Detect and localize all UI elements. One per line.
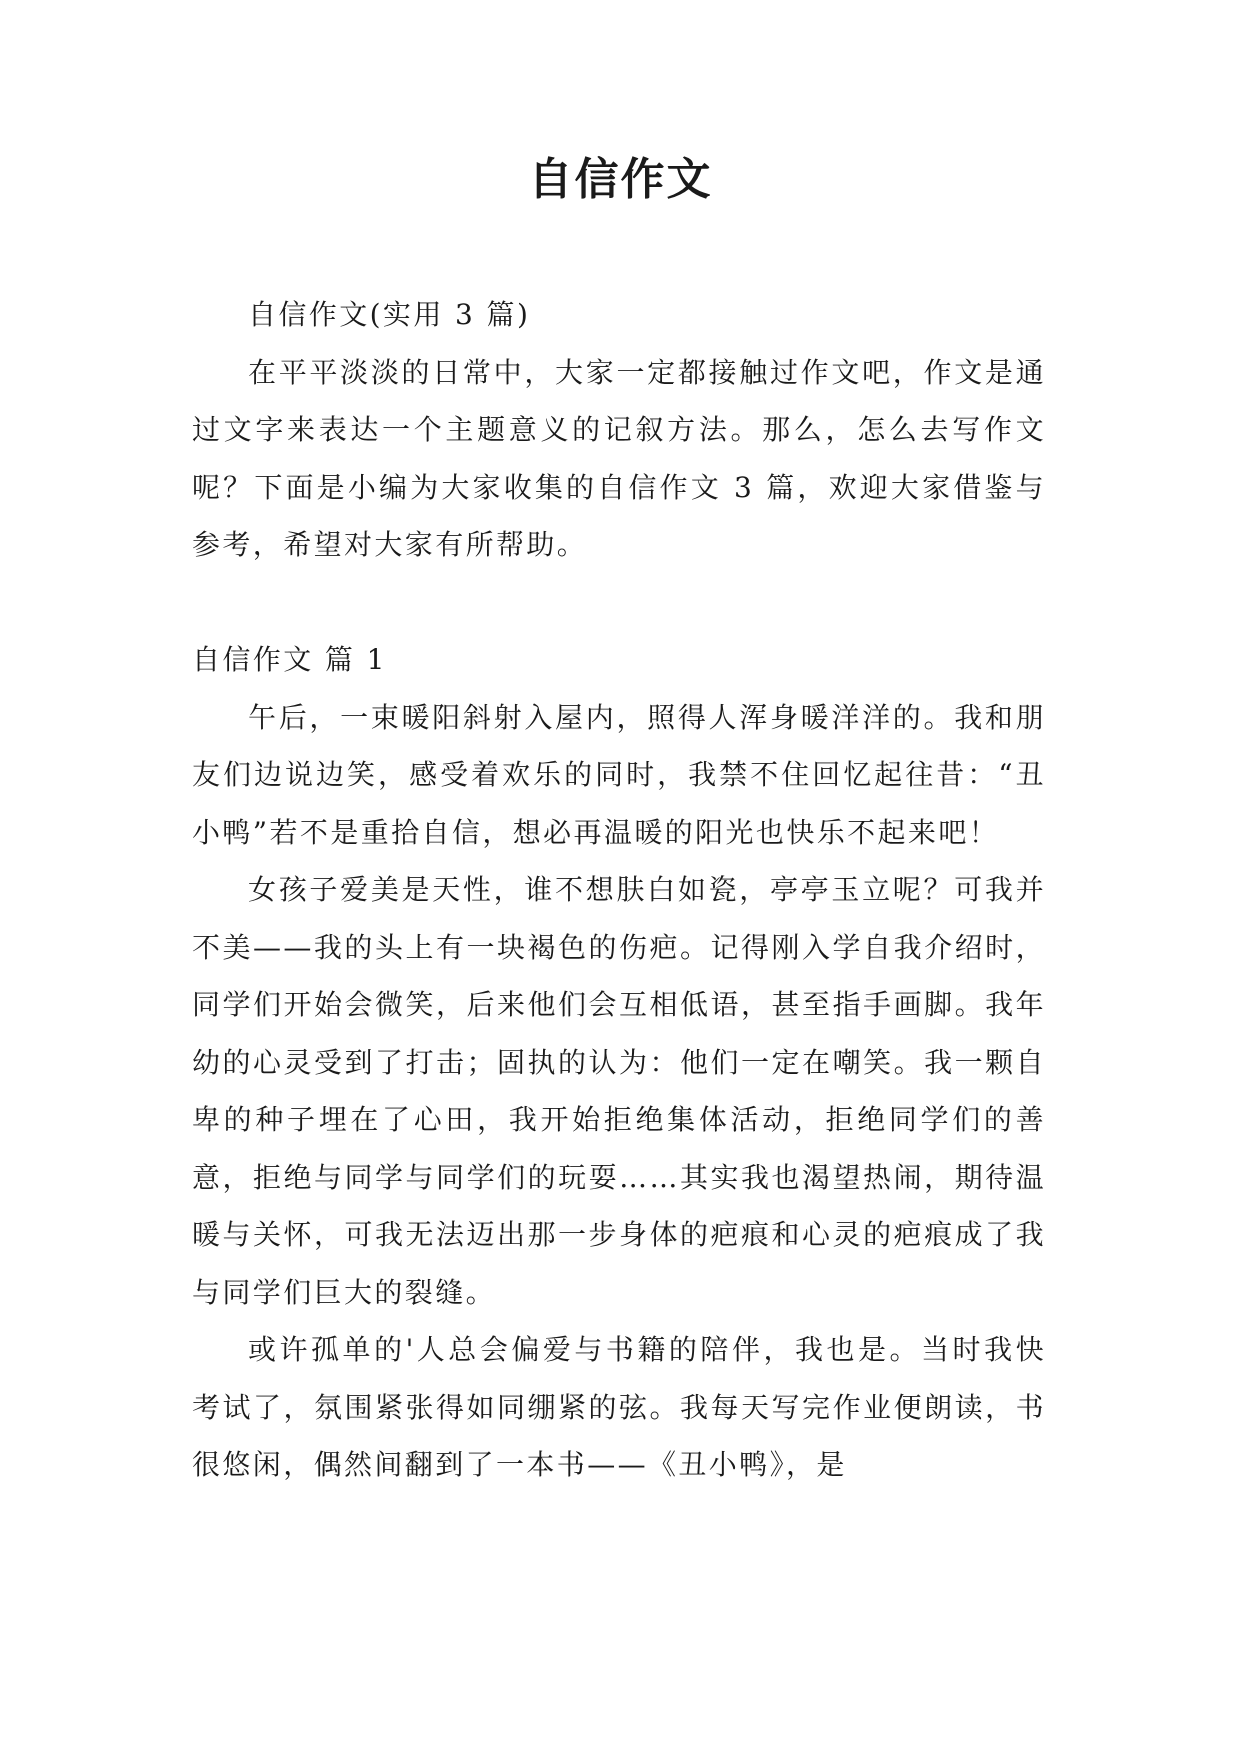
section-heading: 自信作文 篇 1: [192, 643, 387, 676]
body-paragraph: 午后，一束暖阳斜射入屋内，照得人浑身暖洋洋的。我和朋友们边说边笑，感受着欢乐的同时，我禁不住回忆起往昔：“丑小鸭”若不是重拾自信，想必再温暖的阳光也快乐不起来吧！: [192, 700, 1046, 849]
intro-paragraph: 在平平淡淡的日常中，大家一定都接触过作文吧，作文是通过文字来表达一个主题意义的记叙方法。那么，怎么去写作文呢？下面是小编为大家收集的自信作文 3 篇，欢迎大家借鉴与参考，希望对大家有所帮助。: [192, 355, 1046, 561]
document-subtitle: 自信作文(实用 3 篇): [248, 298, 531, 331]
document-title: 自信作文: [528, 154, 713, 205]
body-paragraph: 或许孤单的'人总会偏爱与书籍的陪伴，我也是。当时我快考试了，氛围紧张得如同绷紧的弦。我每天写完作业便朗读，书很悠闲，偶然间翻到了一本书——《丑小鸭》，是: [192, 1333, 1046, 1481]
document-body: [192, 286, 1046, 1494]
body-paragraph: 女孩子爱美是天性，谁不想肤白如瓷，亭亭玉立呢？可我并不美——我的头上有一块褐色的伤疤。记得刚入学自我介绍时，同学们开始会微笑，后来他们会互相低语，甚至指手画脚。我年幼的心灵受到了打击；固执的认为：他们一定在嘲笑。我一颗自卑的种子埋在了心田，我开始拒绝集体活动，拒绝同学们的善意，拒绝与同学与同学们的玩耍……其实我也渴望热闹，期待温暖与关怀，可我无法迈出那一步身体的疤痕和心灵的疤痕成了我与同学们巨大的裂缝。: [192, 873, 1046, 1309]
